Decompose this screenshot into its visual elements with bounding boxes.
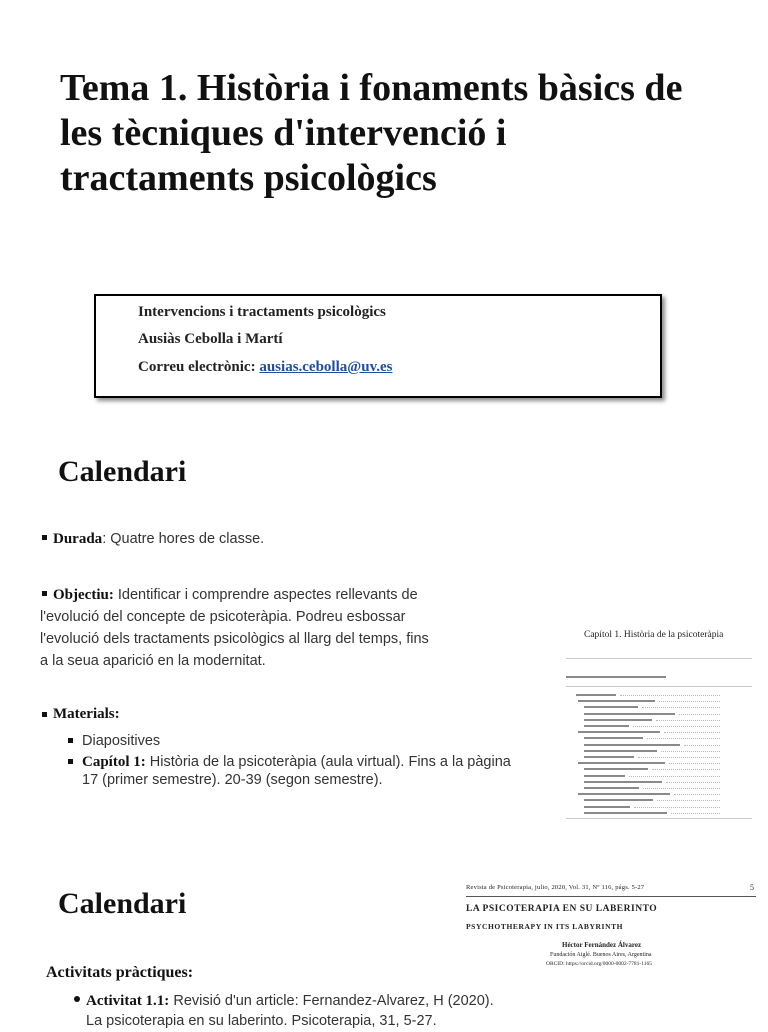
journal-title-en: PSYCHOTHERAPY IN ITS LABYRINTH: [466, 922, 624, 931]
activitats-label: Activitats pràctiques:: [46, 964, 194, 981]
toc-row: [578, 731, 736, 736]
journal-affiliation: Fundación Aiglé. Buenos Aires, Argentina: [550, 952, 652, 958]
toc-row: [584, 737, 736, 742]
capitol-text-1: Història de la psicoteràpia (aula virtual). Fins a la pàgina: [149, 754, 511, 770]
toc-row: [578, 793, 736, 798]
toc-row: [584, 775, 736, 780]
toc-row: [584, 768, 736, 773]
calendari-heading-2: Calendari: [58, 887, 187, 920]
calendari-heading: Calendari: [58, 455, 187, 488]
toc-row: [576, 694, 736, 699]
toc-row: [584, 787, 736, 792]
bullet-square-icon: [68, 759, 73, 764]
journal-orcid: ORCID: https://orcid.org/0000-0002-7781-1165: [546, 961, 653, 967]
divider: [566, 658, 752, 659]
bullet-dot-icon: [74, 996, 80, 1002]
journal-title-es: LA PSICOTERAPIA EN SU LABERINTO: [466, 904, 658, 914]
toc-row: [584, 799, 736, 804]
chapter-thumbnail-title: Capítol 1. Història de la psicoteràpia: [584, 630, 724, 640]
durada-item: [53, 528, 264, 550]
author-name: Ausiàs Cebolla i Martí: [138, 331, 283, 347]
toc-row: [584, 750, 736, 755]
toc-row: [584, 713, 736, 718]
toc-row: [584, 781, 736, 786]
toc-row: [578, 762, 736, 767]
activitat-text-1: Revisió d'un article: Fernandez-Alvarez, H (2020).: [173, 993, 494, 1009]
journal-author: Héctor Fernández Álvarez: [562, 941, 642, 949]
activitat-text-2: La psicoterapia en su laberinto. Psicoterapia, 31, 5-27.: [86, 1013, 437, 1029]
journal-page-number: 5: [750, 883, 754, 892]
objectiu-line-1: [53, 584, 513, 606]
bullet-square-icon: [68, 738, 73, 743]
email-row: [138, 359, 392, 376]
toc-row: [584, 806, 736, 811]
toc-row: [578, 700, 736, 705]
activitat-1-line-1: [86, 990, 556, 1012]
toc-row: [584, 756, 736, 761]
material-diapositives: Diapositives: [82, 733, 161, 749]
page-title: Tema 1. Història i fonaments bàsics de les tècniques d'intervenció i tractaments psicològics: [60, 67, 683, 199]
bullet-square-icon: [42, 712, 47, 717]
email-label: Correu electrònic:: [138, 359, 256, 375]
divider: [466, 896, 756, 897]
toc-row: [584, 812, 736, 817]
course-info-box: [94, 294, 662, 398]
activitat-label: Activitat 1.1:: [86, 993, 170, 1009]
objectiu-text-2: l'evolució del concepte de psicoteràpia. Podreu esbossar: [40, 609, 406, 625]
capitol-label: Capítol 1:: [82, 754, 146, 770]
capitol-text-2: 17 (primer semestre). 20-39 (segon semestre).: [82, 772, 383, 788]
bullet-square-icon: [42, 535, 47, 540]
objectiu-text-3: l'evolució dels tractaments psicològics al llarg del temps, fins: [40, 631, 429, 647]
objectiu-text-4: a la seua aparició en la modernitat.: [40, 653, 266, 669]
journal-header: Revista de Psicoterapia, julio, 2020, Vol. 31, Nº 116, págs. 5-27: [466, 884, 645, 891]
chapter-thumbnail: [566, 618, 752, 830]
bullet-square-icon: [42, 591, 47, 596]
divider: [566, 818, 752, 819]
objectiu-label: Objectiu:: [53, 587, 114, 603]
toc-row: [584, 744, 736, 749]
divider: [566, 686, 752, 687]
durada-label: Durada: [53, 531, 103, 547]
materials-label: Materials:: [53, 706, 120, 722]
email-link[interactable]: ausias.cebolla@uv.es: [259, 359, 393, 375]
objectiu-text-1: Identificar i comprendre aspectes rellevants de: [117, 587, 418, 603]
course-name: Intervencions i tractaments psicològics: [138, 304, 386, 320]
toc-row: [584, 725, 736, 730]
toc-decoration: [566, 676, 686, 681]
durada-text: : Quatre hores de classe.: [102, 531, 265, 547]
toc-row: [584, 706, 736, 711]
toc-row: [584, 719, 736, 724]
